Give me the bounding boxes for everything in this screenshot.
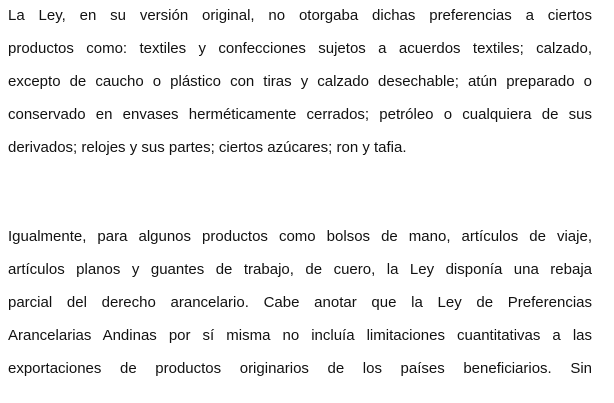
paragraph-2-line-5: exportaciones de productos originarios de los países beneficiarios. Sin	[8, 360, 592, 377]
paragraph-1-line-4: conservado en envases herméticamente cerrados; petróleo o cualquiera de sus	[8, 106, 592, 123]
paragraph-2-line-1: Igualmente, para algunos productos como bolsos de mano, artículos de viaje,	[8, 228, 592, 245]
paragraph-2-line-2: artículos planos y guantes de trabajo, de cuero, la Ley disponía una rebaja	[8, 261, 592, 278]
paragraph-1-line-2: productos como: textiles y confecciones sujetos a acuerdos textiles; calzado,	[8, 40, 592, 57]
paragraph-1-line-3: excepto de caucho o plástico con tiras y calzado desechable; atún preparado o	[8, 73, 592, 90]
paragraph-1-line-1: La Ley, en su versión original, no otorgaba dichas preferencias a ciertos	[8, 7, 592, 24]
paragraph-2-line-3: parcial del derecho arancelario. Cabe anotar que la Ley de Preferencias	[8, 294, 592, 311]
paragraph-2-line-4: Arancelarias Andinas por sí misma no incluía limitaciones cuantitativas a las	[8, 327, 592, 344]
paragraph-1-line-5: derivados; relojes y sus partes; ciertos azúcares; ron y tafia.	[8, 139, 407, 156]
